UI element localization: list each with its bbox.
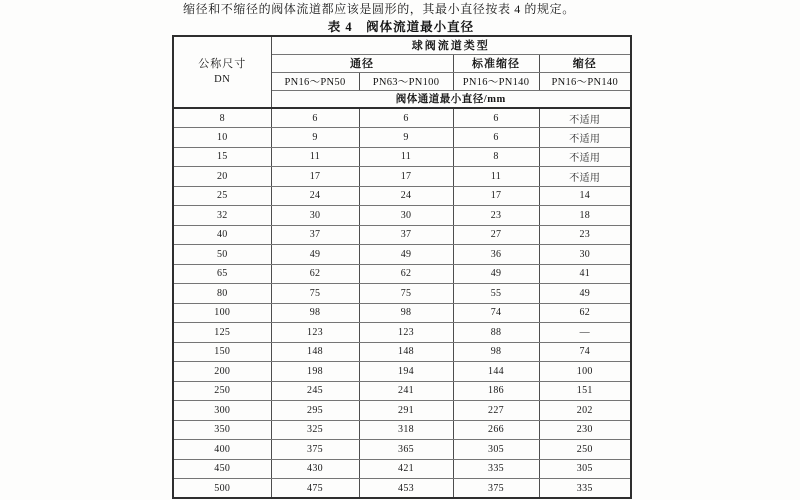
cell-full-bore-pn63-pn100: 37	[359, 225, 453, 245]
cell-full-bore-pn16-pn50: 245	[271, 381, 359, 401]
header-reduced-bore: 缩径	[539, 54, 631, 72]
cell-reduced-bore: 230	[539, 420, 631, 440]
cell-standard-reduced-bore: 55	[453, 284, 539, 304]
table-row	[173, 147, 631, 167]
cell-reduced-bore: 250	[539, 440, 631, 460]
cell-full-bore-pn16-pn50: 11	[271, 147, 359, 167]
cell-full-bore-pn16-pn50: 123	[271, 323, 359, 343]
table-row	[173, 303, 631, 323]
cell-standard-reduced-bore: 88	[453, 323, 539, 343]
table-row	[173, 167, 631, 187]
cell-full-bore-pn63-pn100: 6	[359, 108, 453, 128]
cell-dn: 8	[173, 108, 271, 128]
cell-full-bore-pn16-pn50: 37	[271, 225, 359, 245]
cell-standard-reduced-bore: 8	[453, 147, 539, 167]
header-row-flow-type	[173, 36, 631, 54]
cell-reduced-bore: 335	[539, 479, 631, 499]
table-row	[173, 108, 631, 128]
header-standard-reduced-bore: 标准缩径	[453, 54, 539, 72]
cell-full-bore-pn16-pn50: 49	[271, 245, 359, 265]
cell-standard-reduced-bore: 6	[453, 128, 539, 148]
cell-dn: 125	[173, 323, 271, 343]
cell-full-bore-pn63-pn100: 291	[359, 401, 453, 421]
cell-reduced-bore: 不适用	[539, 167, 631, 187]
cell-full-bore-pn63-pn100: 148	[359, 342, 453, 362]
cell-full-bore-pn63-pn100: 17	[359, 167, 453, 187]
cell-reduced-bore: 30	[539, 245, 631, 265]
cell-standard-reduced-bore: 144	[453, 362, 539, 382]
cell-full-bore-pn63-pn100: 75	[359, 284, 453, 304]
cell-reduced-bore: 41	[539, 264, 631, 284]
cell-full-bore-pn63-pn100: 49	[359, 245, 453, 265]
cell-standard-reduced-bore: 305	[453, 440, 539, 460]
cell-full-bore-pn16-pn50: 9	[271, 128, 359, 148]
cell-full-bore-pn16-pn50: 475	[271, 479, 359, 499]
header-pn16-pn50: PN16～PN50	[271, 72, 359, 90]
table-row	[173, 362, 631, 382]
table-row	[173, 245, 631, 265]
cell-dn: 300	[173, 401, 271, 421]
cell-standard-reduced-bore: 11	[453, 167, 539, 187]
cell-full-bore-pn63-pn100: 453	[359, 479, 453, 499]
cell-full-bore-pn16-pn50: 198	[271, 362, 359, 382]
cell-full-bore-pn63-pn100: 123	[359, 323, 453, 343]
cell-full-bore-pn16-pn50: 75	[271, 284, 359, 304]
cell-reduced-bore: 不适用	[539, 108, 631, 128]
min-flow-diameter-table	[172, 35, 632, 499]
cell-reduced-bore: 49	[539, 284, 631, 304]
table-row	[173, 206, 631, 226]
header-full-bore: 通径	[271, 54, 453, 72]
cell-dn: 250	[173, 381, 271, 401]
cell-reduced-bore: 23	[539, 225, 631, 245]
table-row	[173, 459, 631, 479]
cell-dn: 65	[173, 264, 271, 284]
cell-standard-reduced-bore: 49	[453, 264, 539, 284]
cell-full-bore-pn63-pn100: 62	[359, 264, 453, 284]
table-row	[173, 264, 631, 284]
cell-dn: 400	[173, 440, 271, 460]
cell-reduced-bore: —	[539, 323, 631, 343]
cell-full-bore-pn63-pn100: 98	[359, 303, 453, 323]
intro-paragraph: 缩径和不缩径的阀体流道都应该是圆形的，其最小直径按表 4 的规定。	[183, 2, 575, 16]
header-min-diameter-unit: 阀体通道最小直径/mm	[271, 90, 631, 108]
cell-full-bore-pn63-pn100: 9	[359, 128, 453, 148]
cell-standard-reduced-bore: 98	[453, 342, 539, 362]
cell-full-bore-pn63-pn100: 11	[359, 147, 453, 167]
cell-full-bore-pn16-pn50: 17	[271, 167, 359, 187]
cell-full-bore-pn16-pn50: 98	[271, 303, 359, 323]
cell-full-bore-pn63-pn100: 194	[359, 362, 453, 382]
table-row	[173, 225, 631, 245]
table-body	[173, 108, 631, 498]
table-row	[173, 440, 631, 460]
cell-full-bore-pn16-pn50: 430	[271, 459, 359, 479]
cell-dn: 350	[173, 420, 271, 440]
cell-full-bore-pn16-pn50: 30	[271, 206, 359, 226]
cell-dn: 32	[173, 206, 271, 226]
cell-full-bore-pn63-pn100: 365	[359, 440, 453, 460]
cell-dn: 10	[173, 128, 271, 148]
cell-full-bore-pn16-pn50: 6	[271, 108, 359, 128]
cell-standard-reduced-bore: 375	[453, 479, 539, 499]
header-pn63-pn100: PN63～PN100	[359, 72, 453, 90]
cell-full-bore-pn16-pn50: 325	[271, 420, 359, 440]
table-row	[173, 479, 631, 499]
cell-dn: 15	[173, 147, 271, 167]
cell-standard-reduced-bore: 335	[453, 459, 539, 479]
cell-standard-reduced-bore: 74	[453, 303, 539, 323]
cell-dn: 100	[173, 303, 271, 323]
cell-full-bore-pn16-pn50: 375	[271, 440, 359, 460]
table-row	[173, 401, 631, 421]
table-row	[173, 323, 631, 343]
cell-reduced-bore: 62	[539, 303, 631, 323]
cell-dn: 500	[173, 479, 271, 499]
cell-dn: 450	[173, 459, 271, 479]
header-pn16-pn140-reduced: PN16～PN140	[539, 72, 631, 90]
cell-reduced-bore: 18	[539, 206, 631, 226]
cell-dn: 50	[173, 245, 271, 265]
header-nominal-size	[173, 36, 271, 108]
cell-reduced-bore: 100	[539, 362, 631, 382]
cell-full-bore-pn63-pn100: 318	[359, 420, 453, 440]
cell-full-bore-pn63-pn100: 24	[359, 186, 453, 206]
cell-reduced-bore: 151	[539, 381, 631, 401]
cell-standard-reduced-bore: 36	[453, 245, 539, 265]
cell-dn: 40	[173, 225, 271, 245]
cell-dn: 200	[173, 362, 271, 382]
cell-dn: 150	[173, 342, 271, 362]
cell-reduced-bore: 不适用	[539, 128, 631, 148]
cell-reduced-bore: 202	[539, 401, 631, 421]
cell-dn: 80	[173, 284, 271, 304]
table-row	[173, 420, 631, 440]
header-pn16-pn140-std: PN16～PN140	[453, 72, 539, 90]
cell-full-bore-pn16-pn50: 148	[271, 342, 359, 362]
cell-dn: 25	[173, 186, 271, 206]
cell-standard-reduced-bore: 27	[453, 225, 539, 245]
cell-dn: 20	[173, 167, 271, 187]
cell-reduced-bore: 不适用	[539, 147, 631, 167]
cell-reduced-bore: 74	[539, 342, 631, 362]
table-row	[173, 128, 631, 148]
cell-standard-reduced-bore: 186	[453, 381, 539, 401]
cell-full-bore-pn16-pn50: 62	[271, 264, 359, 284]
cell-standard-reduced-bore: 23	[453, 206, 539, 226]
header-flow-type-group: 球阀流道类型	[271, 36, 631, 54]
table-row	[173, 342, 631, 362]
cell-full-bore-pn16-pn50: 24	[271, 186, 359, 206]
cell-standard-reduced-bore: 227	[453, 401, 539, 421]
cell-full-bore-pn63-pn100: 241	[359, 381, 453, 401]
nominal-size-unit: DN	[214, 74, 231, 85]
cell-standard-reduced-bore: 266	[453, 420, 539, 440]
nominal-size-label: 公称尺寸	[198, 58, 247, 70]
table-row	[173, 381, 631, 401]
cell-reduced-bore: 305	[539, 459, 631, 479]
table-caption: 表 4 阀体流道最小直径	[327, 20, 475, 34]
cell-standard-reduced-bore: 6	[453, 108, 539, 128]
cell-reduced-bore: 14	[539, 186, 631, 206]
cell-full-bore-pn63-pn100: 30	[359, 206, 453, 226]
table-row	[173, 284, 631, 304]
cell-full-bore-pn16-pn50: 295	[271, 401, 359, 421]
table-row	[173, 186, 631, 206]
cell-standard-reduced-bore: 17	[453, 186, 539, 206]
cell-full-bore-pn63-pn100: 421	[359, 459, 453, 479]
